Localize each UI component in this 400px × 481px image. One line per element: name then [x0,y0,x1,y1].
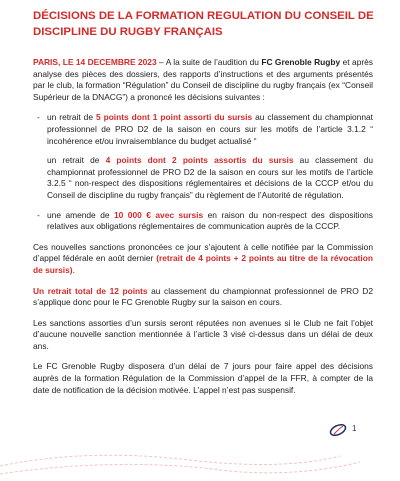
intro-text-1: – A la suite de l’audition du [156,57,262,67]
intro-text-2: et après analyse des pièces des dossiers, des rapports d’instructions et des arguments présentés par le club, la formation “Régulation” du Conseil de discipline du rugby français (ex “Conseil Supérieur de la DNACG”) a prononcé les décisions suivantes : [33,57,373,102]
sanctions-paragraph: Ces nouvelles sanctions prononcées ce jour s’ajoutent à celle notifiée par la Commission d’appel fédérale en août dernier (retrait de 4 points + 2 points au titre de la révocation de sursis). [33,241,373,275]
sursis-paragraph: Les sanctions assorties d’un sursis seront réputées non avenues si le Club ne fait l’objet d’aucune nouvelle sanction mentionnée à l’article 3 visé ci-dessus dans un délai de deux ans. [33,317,373,351]
dateline: PARIS, LE 14 DECEMBRE 2023 [33,57,157,67]
decision-item: - une amende de 10 000 € avec sursis en raison du non-respect des dispositions relatives aux obligations réglementaires de communication auprès de la CCCP. [47,210,373,233]
total-paragraph: Un retrait total de 12 points au classement du championnat professionnel de PRO D2 s’applique donc pour le FC Grenoble Rugby sur la saison en cours. [33,285,373,308]
appeal-paragraph: Le FC Grenoble Rugby disposera d’un délai de 7 jours pour faire appel des décisions auprès de la formation Régulation de la Commission d’appel de la FFR, à compter de la date de notification de la décision motivée. L’appel n’est pas suspensif. [33,361,373,395]
page-number: 1 [352,424,357,433]
intro-paragraph [33,57,373,103]
document-body [33,57,373,405]
rugby-ball-logo-icon [328,423,348,437]
decision-item: un retrait de 4 points dont 2 points assortis du sursis au classement du championnat professionnel de PRO D2 de la saison en cours sur les motifs de l’article 3.2.5 “ non-respect des dispositions réglementaires et décisions de la CCCP et/ou du Conseil de discipline du rugby français” du règlement de l’Autorité de régulation. [47,155,373,200]
page-title: DÉCISIONS DE LA FORMATION REGULATION DU CONSEIL DE DISCIPLINE DU RUGBY FRANÇAIS [33,10,374,38]
club-name: FC Grenoble Rugby [261,57,341,67]
decisions-list [33,112,373,232]
decision-item: - un retrait de 5 points dont 1 point assorti du sursis au classement du championnat professionnel de PRO D2 de la saison en cours sur les motifs de l’article 3.1.2 “ incohérence et/ou invraisemblance du budget actualisé “ [47,112,373,147]
